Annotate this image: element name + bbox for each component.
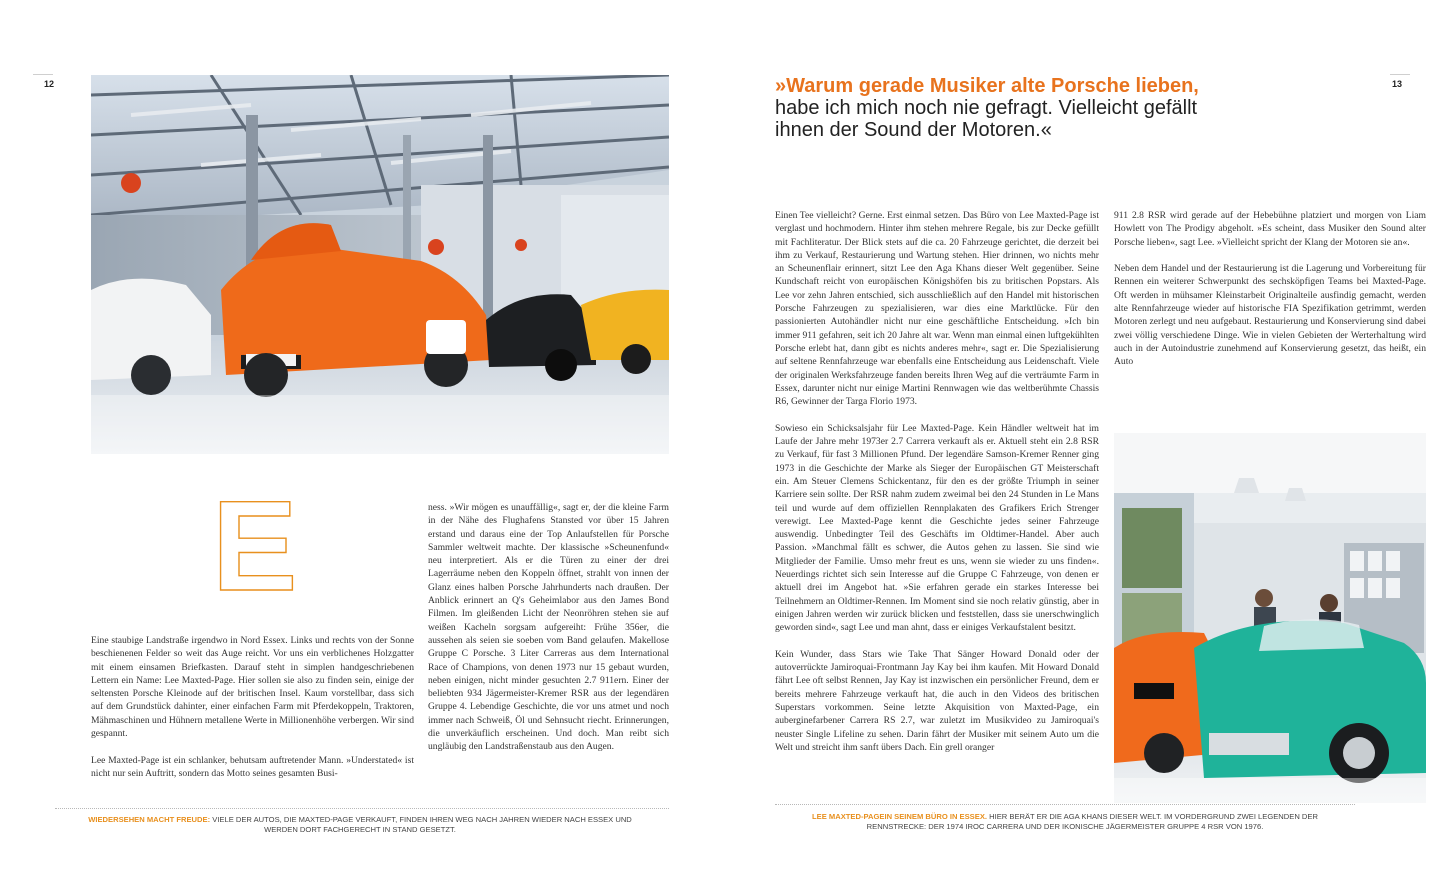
left-caption-rule (55, 808, 669, 809)
pull-quote (775, 75, 1225, 141)
left-photo-caption (80, 815, 640, 835)
page-number-right: 13 (1392, 79, 1403, 89)
right-photo-caption (785, 812, 1345, 832)
left-column-2 (428, 501, 669, 754)
right-col1-paragraph-1: Einen Tee vielleicht? Gerne. Erst einmal setzen. Das Büro von Lee Maxted-Page ist verglast und hochmodern. Hinter ihm stehen mehrere Regale, bis zur Decke gefüllt mit Fachliteratur. Der Blick stets auf die ca. 20 Fahrzeuge gerichtet, die derzeit bei ihm zu Verkauf, Restaurierung und Wartung stehen. Hier drinnen, wo nichts mehr an Scheunenflair erinnert, sitzt Lee den Aga Khans dieser Welt gegenüber. Seine Kundschaft reicht von europäischen Königshöfen bis zu britischen Popstars. Als Lee vor zehn Jahren entschied, sich ausschließlich auf den Handel mit historischen Porsche Fahrzeugen zu spezialisieren, war dies eine Marktlücke. Für den passionierten Autohändler nicht nur eine geschäftliche Entscheidung. »Ich bin immer 911 gefahren, seit ich 20 Jahre alt war. Wenn man einmal einen luftgekühlten Porsche erlebt hat, dann gibt es nichts anderes mehr«, sagt er. Die Spezialisierung auf seltene Rennfahrzeuge war ebenfalls eine Entscheidung aus Leidenschaft. Viele der originalen Werksfahrzeuge fanden bereits Ihren Weg auf die verträumte Farm in Essex, darunter nicht nur einige Martini Rennwagen wie das weltberühmte Chassis R6, Gewinner der Targa Florio 1973. (775, 210, 1099, 408)
drop-cap-letter: E (212, 475, 298, 618)
left-col1-paragraph-2: Lee Maxted-Page ist ein schlanker, behutsam auftretender Mann. »Understated« ist nicht nur sein Auftritt, sondern das Motto seines gesamten Busi- (91, 754, 414, 779)
right-caption-lead: LEE MAXTED-PAGEIN SEINEM BÜRO IN ESSEX. (812, 812, 987, 821)
pull-quote-highlight: »Warum gerade Musiker alte Porsche lieben, (775, 75, 1199, 97)
pull-quote-rest: habe ich mich noch nie gefragt. Vielleicht gefällt ihnen der Sound der Motoren.« (775, 97, 1198, 141)
garage-porsche-photo (91, 75, 669, 454)
right-col1-paragraph-2: Sowieso ein Schicksalsjahr für Lee Maxted-Page. Kein Händler weltweit hat im Laufe der Jahre mehr 1973er 2.7 Carrera verkauft als er. Aktuell steht ein 2.8 RSR zu Verkauf, für fast 3 Millionen Pfund. Der legendäre Samson-Kremer Renner ging 1973 in die Geschichte der Marke als Sieger der Europäischen GT Meisterschaft ein. Am Steuer Clemens Schickentanz, für den es der größte Triumph in seiner Karriere sein sollte. Der RSR nahm zudem zweimal bei den 24 Stunden in Le Mans teil und wurde auf dem offiziellen Rennplakaten des Grafikers Erich Strenger verewigt. Lee Maxted-Page kennt die Geschichte jedes seiner Fahrzeuge auswendig. Unbedingter Teil des Geschäfts im Oldtimer-Handel. Aber auch Passion. »Manchmal fällt es schwer, die Autos gehen zu lassen. Sie sind wie Mitglieder der Familie. Umso mehr freut es uns, wenn sie wieder zu uns finden«. Neuerdings richtet sich sein Interesse auf die Gruppe C Fahrzeuge, von denen er aktuell drei im Angebot hat. »Sie erfahren gerade ein starkes Interesse bei Teilnehmern an Oldtimer-Rennen. Im Moment sind sie noch relativ günstig, aber in einigen Jahren werden wir zurück blicken und feststellen, dass sie unerschwinglich geworden sind«, sagt Lee und man ahnt, dass er einiges Verkaufstalent besitzt. (775, 422, 1099, 634)
page-number-left: 12 (44, 79, 55, 89)
right-caption-text: HIER BERÄT ER DIE AGA KHANS DIESER WELT. IM VORDERGRUND ZWEI LEGENDEN DER RENNSTRECKE: DER 1974 IROC CARRERA UND DER IKONISCHE JÄGERMEISTER GRUPPE 4 RSR VON 1976. (866, 812, 1318, 831)
top-rule-right (1390, 74, 1410, 75)
top-rule-left (33, 74, 53, 75)
left-column-1 (91, 634, 414, 780)
right-col2-paragraph-1: 911 2.8 RSR wird gerade auf der Hebebühne platziert und morgen von Liam Howlett von The Prodigy abgeholt. »Es scheint, dass Musiker den Sound alter Porsche lieben«, sagt Lee. »Vielleicht spricht der Klang der Motoren sie an«. (1114, 210, 1426, 248)
right-column-2 (1114, 209, 1426, 369)
right-caption-rule (775, 804, 1355, 805)
right-col1-paragraph-3: Kein Wunder, dass Stars wie Take That Sänger Howard Donald oder der autoverrückte Jamiroquai-Frontmann Jay Kay bei ihm kaufen. Mit Howard Donald fährt Lee oft selbst Rennen, Jay Kay ist inzwischen ein persönlicher Freund, dem er bereits mehrere Fahrzeuge verkauft hat, die auch in den Videos des britischen Superstars vorkommen. Seine letzte Akquisition von Maxted-Page, ein auberginefarbener Carrera RS 2.7, war zuletzt im Musikvideo zu Jamiroquai's neuster Single Lifeline zu sehen. Darin fährt der Musiker mit seinem Auto um die Welt und streicht ihm sanft übers Dach. Ein grell oranger (775, 648, 1099, 753)
office-porsche-photo (1114, 433, 1426, 803)
left-col1-paragraph-1: Eine staubige Landstraße irgendwo in Nord Essex. Links und rechts von der Sonne beschienenen Felder so weit das Auge reicht. Vor uns ein verblichenes Holzgatter mit einem einsamen Briefkasten. Darauf steht in simplen handgeschriebenen Lettern ein Name: Lee Maxted-Page. Hier sollen sie also zu finden sein, einige der seltensten Porsche Kleinode auf der britischen Insel. Kaum vorstellbar, dass sich auf dem Grundstück dahinter, einer einfachen Farm mit Pferdekoppeln, Traktoren, Mähmaschinen und Hühnern metallene Werte in Millionenhöhe verbergen. Wir sind gespannt. (91, 635, 414, 740)
right-col2-paragraph-2: Neben dem Handel und der Restaurierung ist die Lagerung und Vorbereitung für Rennen ein weiterer Schwerpunkt des sechsköpfigen Teams bei Maxted-Page. Oft werden in mühsamer Kleinstarbeit Originalteile ausfindig gemacht, werden alte Rennfahrzeuge wieder auf historische FIA Spezifikation getrimmt, werden Motoren zerlegt und neu aufgebaut. Restaurierung und Konservierung sind dabei zwei völlig verschiedene Dinge. Wie in vielen Gebieten der Werterhaltung wird auch in der Autoindustrie zunehmend auf Konservierung gesetzt, das heißt, ein Auto (1114, 263, 1426, 368)
left-caption-lead: WIEDERSEHEN MACHT FREUDE: (88, 815, 211, 824)
right-column-1 (775, 209, 1099, 754)
left-col2-paragraph-1: ness. »Wir mögen es unauffällig«, sagt er, der die kleine Farm in der Nähe des Flughafens Stansted vor über 15 Jahren erstand und daraus eine der Top Anlaufstellen für Porsche Sammler weltweit machte. Der klassische »Scheunenfund« neu interpretiert. Als er die Türen zu einer der drei Lagerräume neben den Koppeln öffnet, strahlt von innen der Glanz eines halben Porsche Jahrhunderts nach draußen. Der Anblick erinnert an Q's Geheimlabor aus den James Bond Filmen. Im gleißenden Licht der Neonröhren stehen sie auf weißen Kacheln sorgsam aufgereiht: Frühe 356er, die aussehen als seien sie soeben vom Band gelaufen. Makellose Gruppe C Porsche. 3 Liter Carreras aus dem International Race of Champions, von denen 1973 nur 15 gebaut wurden, neben einigen, nicht minder gesuchten 2.7 911ern. Einer der beliebten 934 Jägermeister-Kremer RSR aus der legendären Gruppe 4. Lebendige Geschichte, die vor uns atmet und noch immer nach Schweiß, Öl und Sehnsucht riecht. Erinnerungen, die unverkäuflich erscheinen. Und doch. Man reibt sich ungläubig den Landstraßenstaub aus den Augen. (428, 502, 669, 753)
left-caption-text: VIELE DER AUTOS, DIE MAXTED-PAGE VERKAUFT, FINDEN IHREN WEG NACH JAHREN WIEDER NACH ESSEX UND WERDEN DORT FACHGERECHT IN STAND GESETZT. (212, 815, 632, 834)
